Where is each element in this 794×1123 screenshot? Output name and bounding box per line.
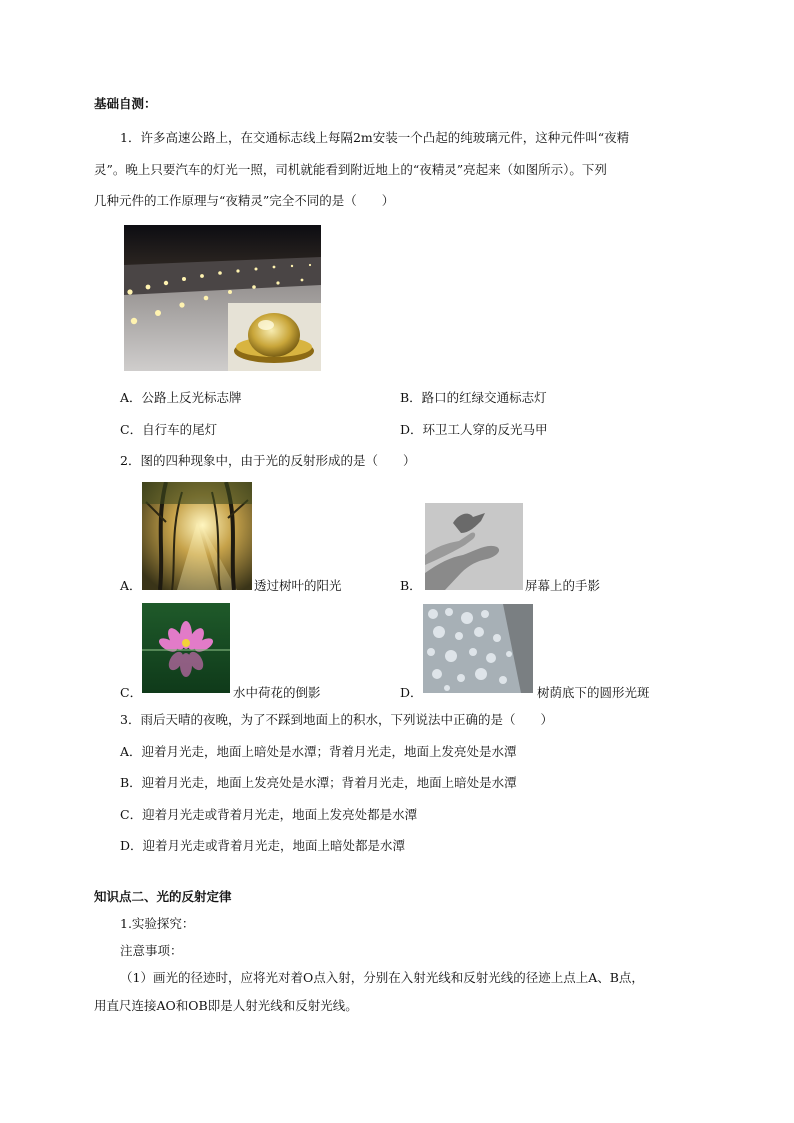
q3-stem: 3．雨后天晴的夜晚，为了不踩到地面上的积水，下列说法中正确的是（ ） [120, 712, 553, 727]
light-spots-photo [423, 604, 533, 693]
q1-line-2: 灵”。晚上只要汽车的灯光一照，司机就能看到附近地上的“夜精灵”亮起来（如图所示）。下列 [94, 162, 607, 177]
sunlight-trees-photo [142, 482, 252, 590]
q2-stem: 2．图的四种现象中，由于光的反射形成的是（ ） [120, 453, 416, 468]
experiment-label: 1.实验探究： [120, 916, 195, 931]
q1-line-3: 几种元件的工作原理与“夜精灵”完全不同的是（ ） [94, 193, 395, 208]
section-heading: 基础自测： [94, 96, 157, 111]
q2-option-c-letter: C． [120, 685, 143, 700]
lotus-reflection-photo [142, 603, 230, 693]
q1-option-b: B．路口的红绿交通标志灯 [400, 390, 547, 405]
note-1-line-2: 用直尺连接AO和OB即是人射光线和反射光线。 [94, 998, 358, 1013]
section-2-heading: 知识点二、光的反射定律 [94, 889, 232, 904]
q2-option-b-caption: 屏幕上的手影 [525, 578, 601, 593]
q2-option-b-letter: B． [400, 578, 422, 593]
q2-option-c-caption: 水中荷花的倒影 [233, 685, 321, 700]
q1-option-a: A．公路上反光标志牌 [120, 390, 242, 405]
q1-option-c: C．自行车的尾灯 [120, 422, 218, 437]
q2-option-d-letter: D． [400, 685, 423, 700]
q2-option-a-letter: A． [120, 578, 142, 593]
q2-option-a-caption: 透过树叶的阳光 [254, 578, 342, 593]
q1-line-1: 1．许多高速公路上，在交通标志线上每隔2m安装一个凸起的纯玻璃元件，这种元件叫“夜精 [120, 130, 630, 145]
q3-option-d: D．迎着月光走或背着月光走，地面上暗处都是水潭 [120, 838, 406, 853]
q2-option-d-caption: 树荫底下的圆形光斑 [537, 685, 650, 700]
hand-shadow-photo [425, 503, 523, 590]
q3-option-a: A．迎着月光走，地面上暗处是水潭；背着月光走，地面上发亮处是水潭 [120, 744, 517, 759]
q3-option-b: B．迎着月光走，地面上发亮处是水潭；背着月光走，地面上暗处是水潭 [120, 775, 517, 790]
notes-label: 注意事项： [120, 943, 183, 958]
q3-option-c: C．迎着月光走或背着月光走，地面上发亮处都是水潭 [120, 807, 418, 822]
note-1-line-1: （1）画光的径迹时，应将光对着O点入射，分别在入射光线和反射光线的径迹上点上A、B点， [120, 970, 644, 985]
q1-option-d: D．环卫工人穿的反光马甲 [400, 422, 548, 437]
night-road-photo [124, 225, 321, 371]
